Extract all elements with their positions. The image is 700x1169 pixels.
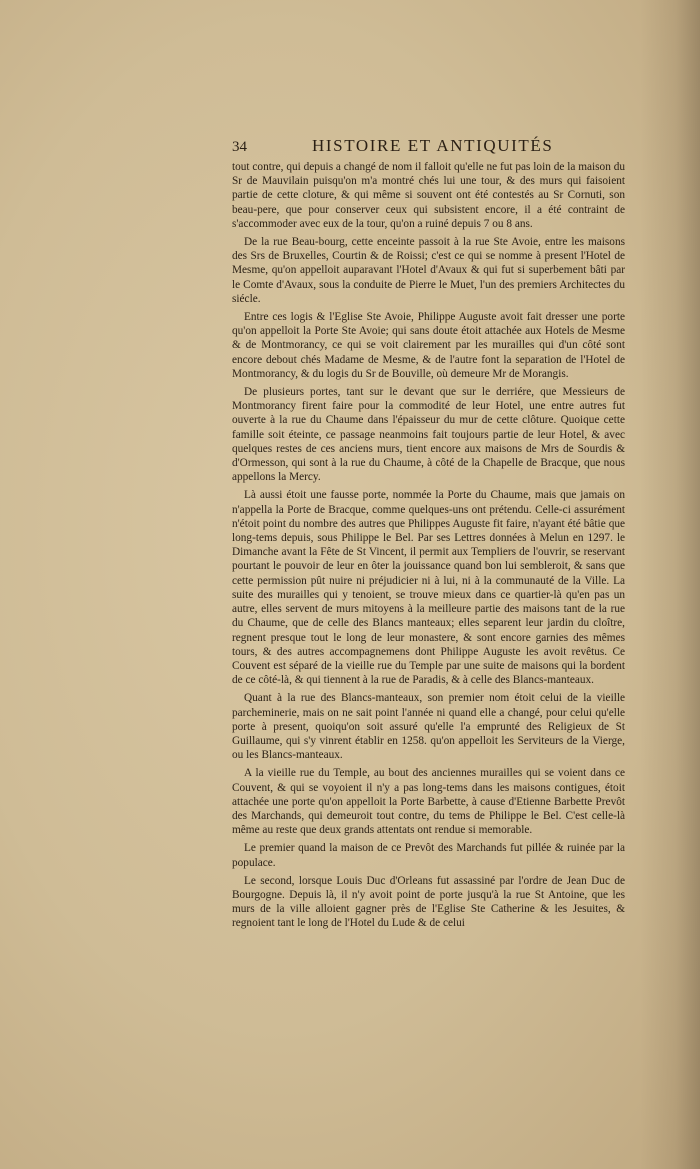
paragraph: De plusieurs portes, tant sur le devant que sur le derriére, que Messieurs de Montmorancy firent faire pour la commodité de leur Hotel, une entre autres fut ouverte à la rue du Chaume dans l'épaisseur du mur de cette clôture. Quoique cette famille soit éteinte, ce passage neanmoins fait toujours partie de leur Hotel, & avec quelques restes de ces anciens murs, tient encore aux maisons de Mrs de Sourdis & d'Ormesson, qui sont à la rue du Chaume, à côté de la Chapelle de Bracque, que nous appellons la Mercy. [232, 386, 625, 484]
body-text [232, 160, 625, 935]
paragraph: De la rue Beau-bourg, cette enceinte passoit à la rue Ste Avoie, entre les maisons des Srs de Bruxelles, Courtin & de Roissi; c'est ce qui se nomme à present l'Hotel de Mesme, qu'on appelloit auparavant l'Hotel d'Avaux & qui fut si superbement bâti par le Comte d'Avaux, sous la conduite de Pierre le Muet, l'un des premiers Architectes du siécle. [232, 236, 625, 305]
paragraph: Là aussi étoit une fausse porte, nommée la Porte du Chaume, mais que jamais on n'appella la Porte de Bracque, comme quelques-uns ont prétendu. Celle-ci assurément n'étoit point du nombre des autres que Philippes Auguste fit faire, n'ayant été bâtie que long-tems depuis, sous Philippe le Bel. Par ses Lettres données à Melun en 1297. le Dimanche avant la Fête de St Vincent, il permit aux Templiers de l'ouvrir, se reservant pourtant le pouvoir de leur en ôter la jouissance quand bon lui sembleroit, & sans que cette permission pût nuire ni préjudicier ni à lui, ni à la communauté de la Ville. La suite des murailles qui y tenoient, se trouve mieux dans ce quartier-là qu'en pas un autre, elles servent de murs mitoyens à la meilleure partie des maisons tant de la rue du Chaume, que de celle des Blancs manteaux; elles separent leur jardin du cloître, regnent presque tout le long de leur monastere, & sont encore garnies des mêmes tours, & des autres accompagnemens dont Philippe Auguste les avoit revêtus. Ce Couvent est séparé de la vieille rue du Temple par une suite de maisons qui la bordent de ce côté-là, & qui tiennent à la rue de Paradis, & à celle des Blancs-manteaux. [232, 489, 625, 687]
paragraph: Le second, lorsque Louis Duc d'Orleans fut assassiné par l'ordre de Jean Duc de Bourgogne. Depuis là, il n'y avoit point de porte jusqu'à la rue St Antoine, que les murs de la ville alloient gagner près de l'Eglise Ste Catherine & les Jesuites, & regnoient tant le long de l'Hotel du Lude & de celui [232, 874, 625, 930]
page-header [232, 136, 632, 158]
paragraph: A la vieille rue du Temple, au bout des anciennes murailles qui se voient dans ce Couvent, & qui se voyoient il n'y a pas long-tems dans les maisons contigues, étoit attachée une porte qu'on appelloit la Porte Barbette, à cause d'Etienne Barbette Prevôt des Marchands, qui demeuroit tout contre, du tems de Philippe le Bel. C'est celle-là même au reste que deux grands attentats ont rendue si memorable. [232, 767, 625, 837]
paragraph: Le premier quand la maison de ce Prevôt des Marchands fut pillée & ruinée par la populace. [232, 842, 625, 869]
running-title: HISTOIRE ET ANTIQUITÉS [312, 136, 554, 155]
paragraph: Quant à la rue des Blancs-manteaux, son premier nom étoit celui de la vieille parcheminerie, mais on ne sait point l'année ni quand elle a changé, pour celui qu'elle porte à present, quoiqu'on soit assuré qu'elle l'a emprunté des Religieux de St Guillaume, qui s'y vinrent établir en 1258. qu'on appelloit les Serviteurs de la Vierge, ou les Blancs-manteaux. [232, 692, 625, 762]
paragraph: Entre ces logis & l'Eglise Ste Avoie, Philippe Auguste avoit fait dresser une porte qu'on appelloit la Porte Ste Avoie; qui sans doute étoit attachée aux Hotels de Mesme & de Montmorancy, ce qui se voit clairement par les murailles qui d'un côté sont encore debout chés Madame de Mesme, & de l'autre font la separation de l'Hotel de Montmorancy, & du logis du Sr de Bouville, où demeure Mr de Morangis. [232, 311, 625, 380]
page-number: 34 [232, 139, 247, 155]
paragraph: tout contre, qui depuis a changé de nom il falloit qu'elle ne fut pas loin de la maison du Sr de Mauvilain puisqu'on m'a montré chés lui une tour, & des murs qui faisoient partie de cette cloture, & qui même si souvent ont été contestés au Sr Cornuti, son beau-pere, que pour conserver ceux qui subsistent encore, il a été contraint de s'accommoder avec eux de la tour, qu'on a ruiné depuis 7 ou 8 ans. [232, 161, 625, 230]
